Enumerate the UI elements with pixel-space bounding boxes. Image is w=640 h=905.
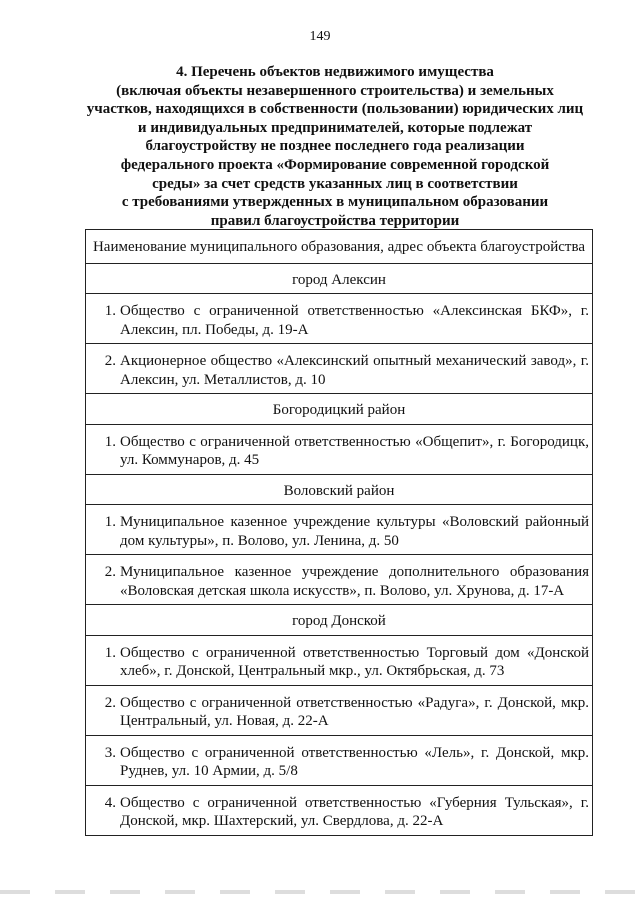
table-row: [86, 685, 593, 735]
item-number: 1.: [104, 514, 116, 530]
scan-artifact-line: [0, 890, 640, 894]
object-description: Общество с ограниченной ответственностью «Лель», г. Донской, мкр. Руднев, ул. 10 Армии, д. 5/8: [120, 744, 589, 779]
object-description: Муниципальное казенное учреждение культуры «Воловский районный дом культуры», п. Волово, ул. Ленина, д. 50: [120, 514, 589, 549]
district-name: Богородицкий район: [86, 394, 593, 425]
table-row: [86, 735, 593, 785]
table-row: [86, 555, 593, 605]
object-cell: [86, 735, 593, 785]
heading-line: федерального проекта «Формирование современной городской: [120, 156, 550, 173]
objects-table: [85, 229, 593, 836]
heading-line: и индивидуальных предпринимателей, которые подлежат: [137, 119, 533, 136]
district-row: [86, 394, 593, 425]
heading-line: 4. Перечень объектов недвижимого имущества: [176, 64, 494, 80]
heading-line: благоустройству не позднее последнего года реализации: [145, 138, 525, 155]
district-name: город Алексин: [86, 263, 593, 294]
table-row: [86, 424, 593, 474]
object-description: Общество с ограниченной ответственностью Торговый дом «Донской хлеб», г. Донской, Центральный мкр., ул. Октябрьская, д. 73: [120, 644, 589, 679]
item-number: 2.: [104, 564, 116, 580]
item-number: 3.: [104, 744, 116, 761]
table-header: Наименование муниципального образования, адрес объекта благоустройства: [86, 230, 593, 264]
heading-line: (включая объекты незавершенного строительства) и земельных: [116, 82, 554, 99]
object-cell: [86, 555, 593, 605]
item-number: 1.: [104, 644, 116, 661]
object-cell: [86, 344, 593, 394]
district-row: [86, 263, 593, 294]
object-description: Общество с ограниченной ответственностью «Губерния Тульская», г. Донской, мкр. Шахтерский, ул. Свердлова, д. 22-А: [120, 794, 589, 829]
object-description: Общество с ограниченной ответственностью «Радуга», г. Донской, мкр. Центральный, ул. Новая, д. 22-А: [120, 694, 589, 729]
object-cell: [86, 294, 593, 344]
district-name: город Донской: [86, 605, 593, 636]
item-number: 4.: [104, 794, 116, 811]
object-cell: [86, 785, 593, 835]
object-cell: [86, 505, 593, 555]
object-description: Акционерное общество «Алексинский опытный механический завод», г. Алексин, ул. Металлистов, д. 10: [120, 353, 589, 388]
district-name: Воловский район: [86, 474, 593, 505]
heading-line: правил благоустройства территории: [210, 212, 460, 229]
table-row: [86, 294, 593, 344]
table-row: [86, 785, 593, 835]
table-row: [86, 505, 593, 555]
page-number: 149: [309, 29, 331, 44]
object-cell: [86, 635, 593, 685]
heading-line: участков, находящихся в собственности (пользовании) юридических лиц: [86, 101, 584, 118]
object-cell: [86, 685, 593, 735]
object-description: Общество с ограниченной ответственностью «Общепит», г. Богородицк, ул. Коммунаров, д. 45: [120, 433, 589, 468]
heading-line: среды» за счет средств указанных лиц в соответствии: [152, 175, 518, 192]
object-description: Общество с ограниченной ответственностью «Алексинская БКФ», г. Алексин, пл. Победы, д. 19-А: [120, 303, 589, 338]
table-header-row: [86, 230, 593, 264]
document-heading: [70, 63, 600, 230]
item-number: 1.: [104, 433, 116, 450]
object-description: Муниципальное казенное учреждение дополнительного образования «Воловская детская школа искусств», п. Волово, ул. Хрунова, д. 17-А: [120, 564, 589, 599]
item-number: 2.: [104, 353, 116, 369]
district-row: [86, 474, 593, 505]
object-cell: [86, 424, 593, 474]
table-row: [86, 344, 593, 394]
table-row: [86, 635, 593, 685]
item-number: 1.: [104, 303, 116, 319]
item-number: 2.: [104, 694, 116, 711]
heading-line: с требованиями утвержденных в муниципальном образовании: [121, 194, 549, 211]
district-row: [86, 605, 593, 636]
